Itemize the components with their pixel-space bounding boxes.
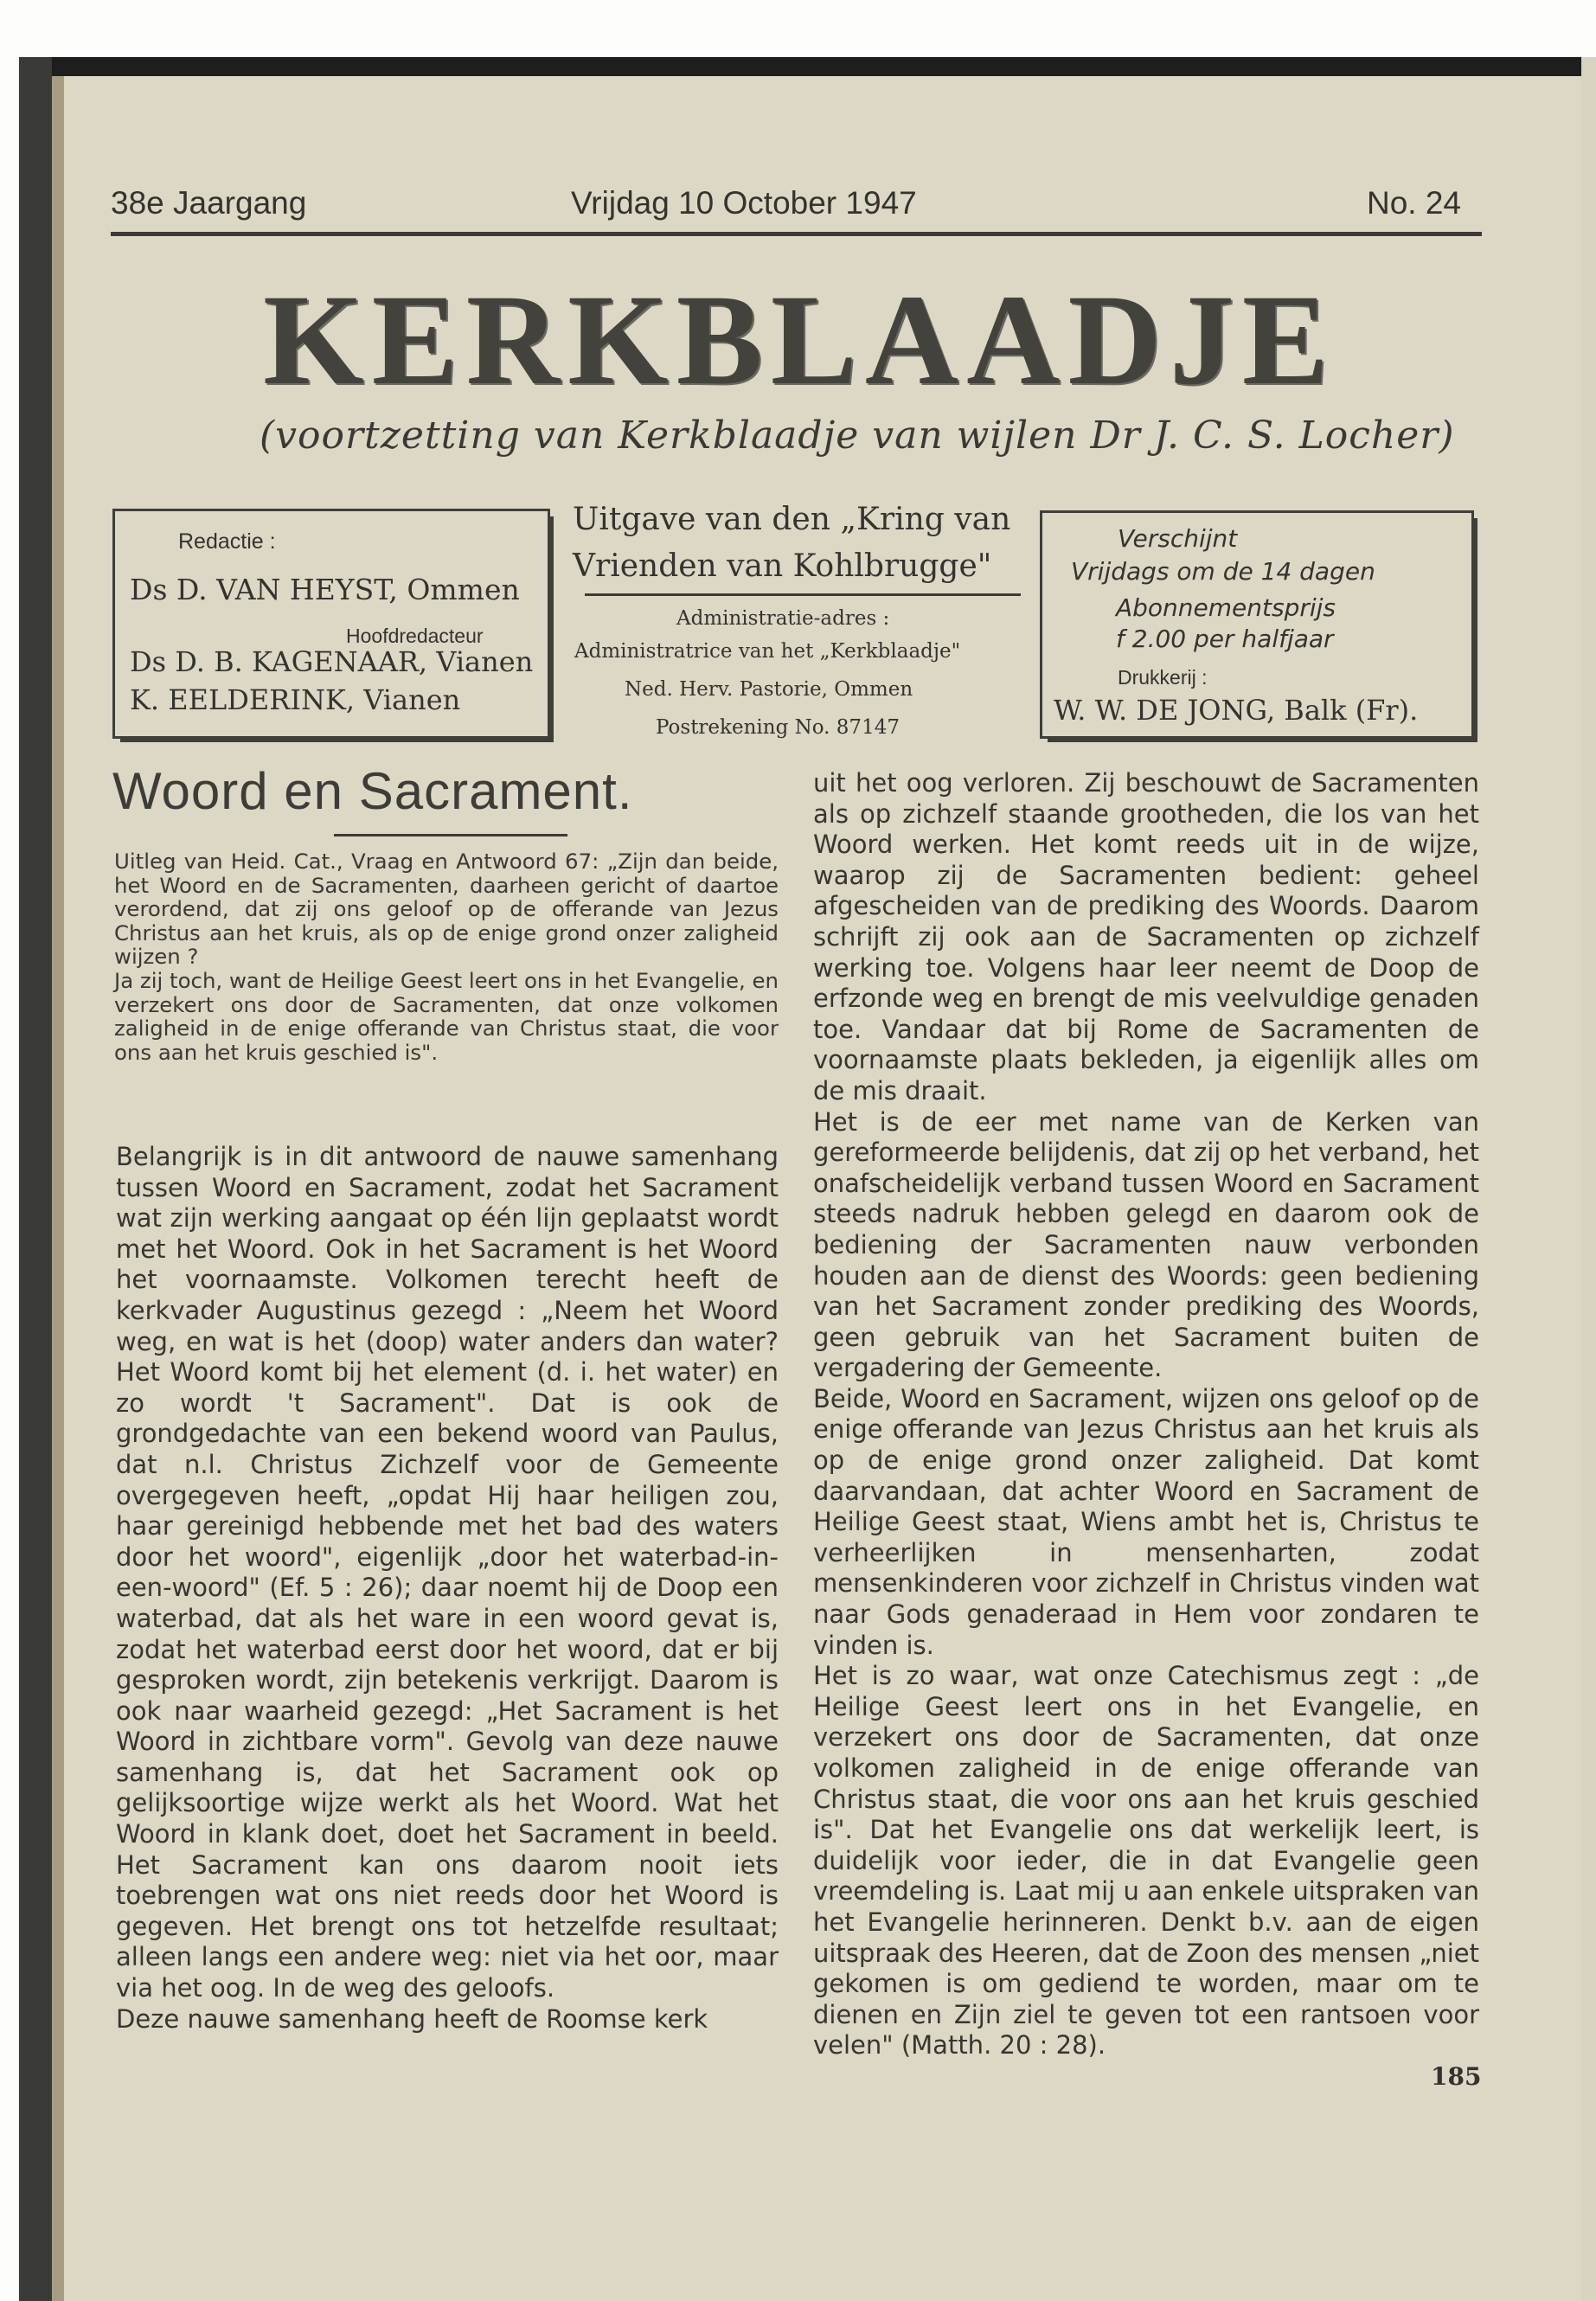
right-column	[813, 768, 1479, 2061]
masthead-title: KERKBLAADJE	[263, 268, 1336, 412]
binding-shadow	[52, 76, 64, 2301]
editor-role: Hoofdredacteur	[346, 625, 484, 647]
editor-3: K. EELDERINK, Vianen	[130, 683, 461, 716]
page-number: 185	[1431, 2062, 1482, 2091]
redactie-box-shadow-side	[548, 516, 554, 742]
verschijnt-line-1: Verschijnt	[1118, 524, 1238, 553]
scan-top-edge	[19, 57, 1592, 76]
verschijnt-line-4: f 2.00 per halfjaar	[1116, 625, 1334, 653]
header-rule	[111, 232, 1482, 236]
verschijnt-line-2: Vrijdags om de 14 dagen	[1071, 557, 1375, 586]
redactie-label: Redactie :	[178, 529, 276, 554]
admin-line-2: Ned. Herv. Pastorie, Ommen	[625, 678, 913, 701]
printer-label: Drukkerij :	[1118, 666, 1208, 689]
right-paragraph-4: Het is zo waar, wat onze Catechismus zegt : „de Heilige Geest leert ons in het Evangelie, en verzekert ons door de Sacramenten, dat onze volkomen zaligheid in de enige offerande van Christus staat, die voor ons aan het kruis geschied is". Dat het Evangelie ons dat werkelijk leert, is duidelijk voor ieder, die in dat Evangelie geen vreemdeling is. Laat mij u aan enkele uitspraken van het Evangelie herinneren. Denkt b.v. aan de eigen uitspraak des Heeren, dat de Zoon des mensen „niet gekomen is om gediend te worden, maar om te dienen en Zijn ziel te geven tot een rantsoen voor velen" (Matth. 20 : 28).	[813, 1661, 1479, 2061]
article-title: Woord en Sacrament.	[112, 762, 633, 820]
uitgave-rule	[585, 593, 1021, 596]
masthead-subtitle: (voortzetting van Kerkblaadje van wijlen Dr J. C. S. Locher)	[260, 413, 1455, 458]
right-paragraph-2: Het is de eer met name van de Kerken van gereformeerde belijdenis, dat zij op het verband, het onafscheidelijk verband tussen Woord en Sacrament steeds nadruk hebben gelegd en daarom ook de bediening der Sacramenten nauw verbonden houden aan de dienst des Woords: geen bediening van het Sacrament zonder prediking des Woords, geen gebruik van het Sacrament buiten de vergadering der Gemeente.	[813, 1106, 1479, 1383]
uitgave-line-2: Vrienden van Kohlbrugge"	[573, 548, 992, 584]
editor-2: Ds D. B. KAGENAAR, Vianen	[130, 645, 534, 678]
admin-line-1: Administratrice van het „Kerkblaadje"	[574, 640, 961, 663]
scan-right-edge	[1581, 57, 1596, 2301]
binding-edge	[19, 57, 52, 2301]
uitgave-line-1: Uitgave van den „Kring van	[573, 502, 1011, 537]
postrekening: Postrekening No. 87147	[656, 716, 900, 739]
admin-label: Administratie-adres :	[676, 607, 890, 630]
verschijnt-box-shadow	[1048, 737, 1475, 742]
issue-header	[111, 185, 1482, 225]
quote-question: Uitleg van Heid. Cat., Vraag en Antwoord 67: „Zijn dan beide, het Woord en de Sacramenten, daarheen gericht of daartoe verordend, dat zij ons geloof op de offerande van Jezus Christus aan het kruis, als op de enige grond onzer zaligheid wijzen ?	[114, 849, 779, 970]
left-column	[116, 1142, 779, 2035]
title-rule	[334, 834, 567, 836]
volume-label: 38e Jaargang	[111, 185, 307, 221]
article-quote	[114, 849, 779, 1064]
right-paragraph-1: uit het oog verloren. Zij beschouwt de Sacramenten als op zichzelf staande grootheden, die los van het Woord werken. Het komt reeds uit in de wijze, waarop zij de Sacramenten bedient: geheel afgescheiden van de prediking des Woords. Daarom schrijft zij ook aan de Sacramenten op zichzelf werking toe. Volgens haar leer neemt de Doop de erfzonde weg en brengt de mis veelvuldige genaden toe. Vandaar dat bij Rome de Sacramenten de voornaamste plaats bekleden, ja eigenlijk alles om de mis draait.	[813, 768, 1479, 1106]
printer-name: W. W. DE JONG, Balk (Fr).	[1054, 694, 1419, 727]
left-paragraph-1: Belangrijk is in dit antwoord de nauwe samenhang tussen Woord en Sacrament, zodat het Sacrament wat zijn werking aangaat op één lijn geplaatst wordt met het Woord. Ook in het Sacrament is het Woord het voornaamste. Volkomen terecht heeft de kerkvader Augustinus gezegd : „Neem het Woord weg, en wat is het (doop) water anders dan water? Het Woord komt bij het element (d. i. het water) en zo wordt 't Sacrament". Dat is ook de grondgedachte van een bekend woord van Paulus, dat n.l. Christus Zichzelf voor de Gemeente overgegeven heeft, „opdat Hij haar heiligen zou, haar gereinigd hebbende met het bad des waters door het woord", eigenlijk „door het waterbad-in-een-woord" (Ef. 5 : 26); daar noemt hij de Doop een waterbad, dat als het ware in een woord gevat is, zodat het waterbad eerst door het woord, dat er bij gesproken wordt, zijn betekenis verkrijgt. Daarom is ook naar waarheid gezegd: „Het Sacrament is het Woord in zichtbare vorm". Gevolg van deze nauwe samenhang is, dat het Sacrament ook op gelijksoortige wijze werkt als het Woord. Wat het Woord in klank doet, doet het Sacrament in beeld. Het Sacrament kan ons daarom nooit iets toebrengen wat ons niet reeds door het Woord is gegeven. Het brengt ons tot hetzelfde resultaat; alleen langs een andere weg: niet via het oor, maar via het oog. In de weg des geloofs.	[116, 1142, 779, 2003]
editor-1: Ds D. VAN HEYST, Ommen	[130, 573, 520, 606]
issue-number: No. 24	[1367, 185, 1462, 221]
left-paragraph-2: Deze nauwe samenhang heeft de Roomse kerk	[116, 2003, 708, 2034]
issue-date: Vrijdag 10 October 1947	[571, 185, 917, 221]
verschijnt-box-shadow-side	[1472, 518, 1477, 742]
right-paragraph-3: Beide, Woord en Sacrament, wijzen ons geloof op de enige offerande van Jezus Christus aan het kruis als op de enige grond onzer zaligheid. Dat komt daarvandaan, dat achter Woord en Sacrament de Heilige Geest staat, Wiens ambt het is, Christus te verheerlijken in mensenharten, zodat mensenkinderen voor zichzelf in Christus vinden wat naar Gods genaderaad in Hem voor zondaren te vinden is.	[813, 1383, 1479, 1660]
quote-answer: Ja zij toch, want de Heilige Geest leert ons in het Evangelie, en verzekert ons door de Sacramenten, dat onze volkomen zaligheid in de enige offerande van Christus staat, die voor ons aan het kruis geschied is".	[114, 967, 779, 1065]
redactie-box-shadow	[120, 737, 550, 742]
verschijnt-line-3: Abonnementsprijs	[1116, 593, 1336, 622]
